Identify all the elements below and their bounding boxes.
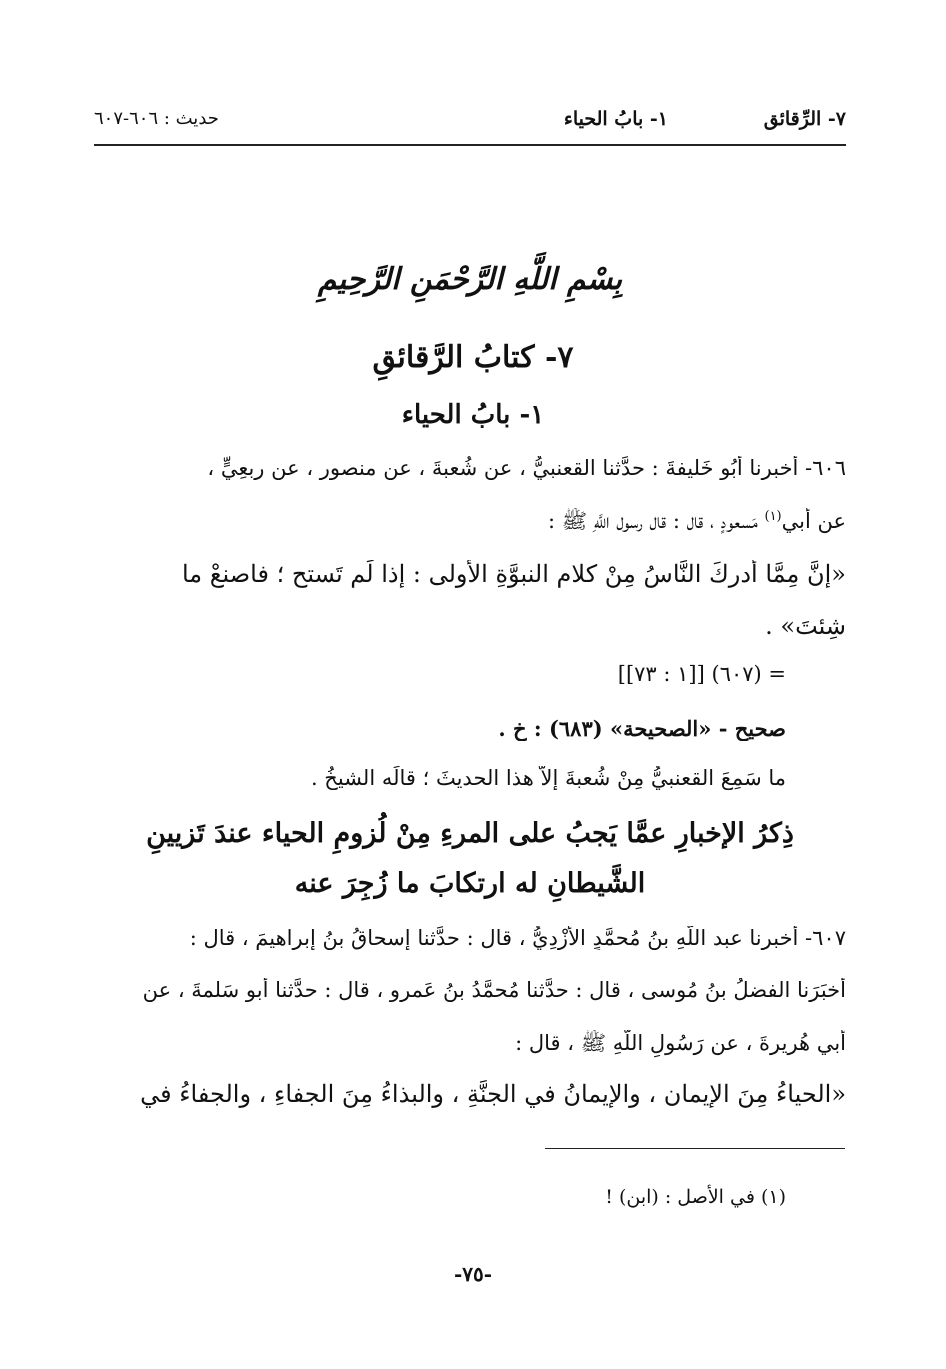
hadith-607-isnad-line-2: أَخبَرَنا الفضلُ بنُ مُوسى ، قال : حدَّثنا مُحمَّدُ بنُ عَمرٍو ، قال : حدَّثنا أبو سَلمةَ ، عن bbox=[142, 978, 846, 1002]
hadith-numbering: = (٦٠٧) [[١ : ٧٣]] bbox=[617, 662, 786, 686]
section-heading-line-2: الشَّيطانِ له ارتكابَ ما زُجِرَ عنه bbox=[294, 868, 646, 899]
footnote-divider bbox=[545, 1148, 845, 1149]
footnote: (١) في الأصل : (ابن) ! bbox=[605, 1186, 786, 1208]
hadith-607-isnad-line-1: ٦٠٧- أخبرنا عبد اللَّهِ بنُ مُحمَّدٍ الأَزْدِيُّ ، قال : حدَّثنا إسحاقُ بنُ إبراهيمَ ، قال : bbox=[189, 926, 846, 950]
hadith-607-matn-line-1: «الحياءُ مِنَ الإيمانِ ، والإيمانُ في الجنَّةِ ، والبذاءُ مِنَ الجفاءِ ، والجفاءُ في bbox=[140, 1080, 846, 1108]
hadith-606-matn-line-1: «إنَّ مِمَّا أدركَ النَّاسُ مِنْ كلامِ النبوَّةِ الأولى : إذا لَم تَستحِ ؛ فاصنعْ ما bbox=[181, 560, 846, 588]
header-chapter-title: ١- بابُ الحياء bbox=[563, 108, 668, 130]
hadith-606-isnad-line-1: ٦٠٦- أخبرنا أَبُو خَليفةَ : حدَّثنا القعنبيُّ ، عن شُعبةَ ، عن منصورٍ ، عن رِبعِيٍّ ، bbox=[207, 456, 846, 480]
footnote-reference: (١) bbox=[764, 509, 782, 524]
hadith-606-isnad-line-2 bbox=[94, 508, 846, 539]
basmala: بِسْمِ اللَّهِ الرَّحْمَنِ الرَّحِيمِ bbox=[317, 262, 623, 297]
hadith-607-isnad-line-3: أَبي هُريرةَ ، عن رَسُولِ اللَّهِ ﷺ ، قال : bbox=[515, 1031, 846, 1055]
header-book-title: ٧- الرِّقائق bbox=[763, 108, 846, 130]
running-header bbox=[94, 108, 846, 146]
hadith-606-matn-line-2: شِئتَ» . bbox=[765, 612, 846, 640]
hadith-grading: صحيح - «الصحيحة» (٦٨٣) : خ . bbox=[498, 716, 786, 741]
header-hadith-range: حديث : ٦٠٦-٦٠٧ bbox=[94, 108, 219, 129]
isnad-text-a: عن أَبي bbox=[781, 509, 846, 533]
chapter-title: ١- بابُ الحياء bbox=[401, 400, 545, 430]
isnad-text-b: مَسعودٍ ، قال : قال رسول اللَّهِ ﷺ : bbox=[548, 509, 758, 533]
book-title: ٧- كتابُ الرَّقائقِ bbox=[372, 340, 574, 375]
section-heading-line-1: ذِكرُ الإخبارِ عمَّا يَجبُ على المرءِ مِنْ لُزومِ الحياء عندَ تَزيينِ bbox=[146, 818, 794, 849]
page-number: -٧٥- bbox=[453, 1262, 493, 1286]
hadith-comment: ما سَمِعَ القعنبيُّ مِنْ شُعبةَ إلاَّ هذا الحديثَ ؛ قالَه الشيخُ . bbox=[310, 766, 786, 790]
